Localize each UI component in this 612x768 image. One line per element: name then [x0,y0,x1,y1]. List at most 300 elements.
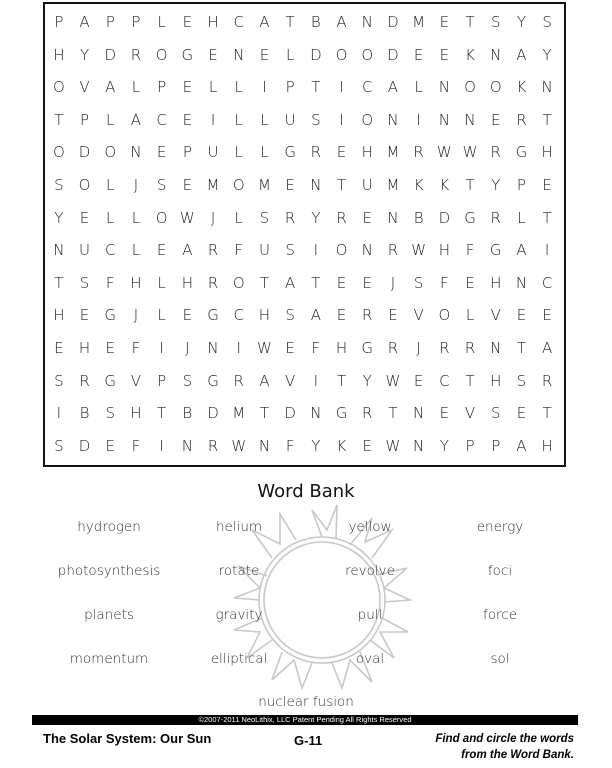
grid-letter: E [156,241,167,260]
grid-letter: R [284,208,296,227]
grid-letter: O [438,306,451,325]
grid-letter: T [285,13,295,31]
grid-letter: N [361,241,373,260]
grid-letter: Y [439,436,449,455]
grid-letter: J [133,176,139,194]
grid-letter: T [259,404,270,423]
copyright-bar: ©2007-2011 NeoLithix, LLC Patent Pending All Rights Reserved [32,715,578,725]
grid-letter: E [413,371,424,390]
grid-letter: D [104,45,117,64]
grid-letter: I [313,241,319,260]
grid-letter: W [385,436,401,455]
grid-letter: J [390,273,396,292]
grid-letter: R [233,371,244,390]
grid-row [45,235,564,268]
grid-letter: O [155,45,168,64]
grid-letter: N [207,339,219,357]
grid-letter: H [78,339,91,357]
grid-letter: A [182,241,193,260]
grid-letter: P [491,436,501,455]
grid-letter: D [78,436,91,455]
grid-letter: W [257,339,272,357]
grid-letter: N [413,436,425,455]
grid-letter: T [336,371,347,390]
grid-letter: V [413,306,424,325]
grid-letter: T [157,404,167,423]
grid-letter: T [336,176,347,194]
grid-letter: L [234,78,243,97]
word-search-grid [43,2,566,467]
grid-letter: N [387,110,399,129]
grid-letter: C [156,110,167,129]
grid-letter: L [157,273,166,292]
grid-letter: O [335,241,348,260]
grid-letter: T [542,404,552,423]
word-bank-item: revolve [345,563,395,579]
grid-letter: J [416,339,421,357]
grid-letter: N [130,143,142,162]
grid-row [45,398,564,431]
word-bank-item: nuclear fusion [258,694,354,710]
grid-letter: P [157,371,167,390]
grid-letter: H [541,143,553,162]
grid-letter: A [130,110,142,129]
grid-letter: F [131,436,141,455]
grid-letter: T [388,404,398,423]
grid-letter: V [79,78,90,97]
grid-letter: S [182,371,193,390]
grid-letter: G [207,306,219,325]
grid-letter: P [465,436,475,455]
grid-letter: E [439,13,450,31]
grid-row [45,137,564,170]
grid-letter: K [439,176,450,194]
grid-letter: L [157,306,166,325]
grid-letter: D [310,45,322,64]
grid-letter: J [185,339,190,357]
grid-letter: I [159,436,164,455]
grid-letter: F [311,339,321,357]
grid-letter: A [310,306,321,325]
grid-letter: W [462,143,478,162]
grid-letter: N [515,273,528,292]
grid-letter: S [79,273,90,292]
grid-letter: L [106,176,115,194]
grid-letter: Y [362,371,372,390]
grid-letter: G [489,241,502,260]
grid-letter: H [53,45,65,64]
grid-letter: H [53,306,65,325]
grid-row [45,40,564,73]
word-bank-item: yellow [348,519,392,535]
grid-letter: R [207,241,219,260]
grid-letter: Y [542,45,552,64]
grid-row [45,203,564,236]
grid-letter: S [54,176,64,194]
grid-letter: R [541,371,553,390]
grid-letter: O [361,110,374,129]
grid-letter: B [182,404,193,423]
word-bank-item: pull [357,607,383,623]
grid-letter: U [207,143,219,162]
grid-letter: E [182,306,193,325]
grid-letter: P [131,13,141,31]
grid-letter: E [439,45,450,64]
grid-letter: S [54,371,64,390]
grid-letter: H [207,13,219,31]
grid-letter: N [490,339,502,357]
grid-letter: N [438,78,450,97]
grid-letter: G [464,208,476,227]
instructions [388,731,574,763]
grid-letter: I [159,339,164,357]
grid-letter: G [335,404,348,423]
grid-letter: D [284,404,296,423]
grid-letter: L [260,143,269,162]
grid-letter: T [54,110,64,129]
grid-letter: H [130,404,142,423]
grid-letter: J [133,306,139,325]
grid-letter: N [413,404,425,423]
grid-letter: R [464,339,476,357]
grid-letter: R [310,143,322,162]
grid-letter: T [54,273,64,292]
grid-letter: E [490,110,501,129]
grid-letter: U [284,110,296,129]
grid-letter: N [387,208,399,227]
grid-row [45,431,564,464]
grid-letter: I [416,110,421,129]
grid-letter: C [361,78,373,97]
grid-letter: F [285,436,295,455]
grid-letter: I [544,241,550,260]
grid-letter: E [54,339,64,357]
grid-letter: E [79,306,90,325]
grid-letter: R [207,436,219,455]
grid-letter: W [179,208,195,227]
worksheet-title: The Solar System: Our Sun [43,731,212,746]
grid-letter: F [440,273,449,292]
grid-letter: I [210,110,216,129]
grid-letter: R [387,241,399,260]
grid-letter: L [131,208,141,227]
grid-letter: S [285,306,295,325]
grid-letter: M [232,404,246,423]
word-bank-item: photosynthesis [57,563,161,579]
grid-letter: L [106,208,115,227]
grid-letter: O [361,45,374,64]
grid-letter: L [157,13,166,31]
grid-letter: F [465,241,475,260]
grid-letter: S [311,110,321,129]
grid-letter: P [54,13,64,31]
grid-letter: F [234,241,244,260]
grid-letter: S [490,404,501,423]
grid-letter: S [259,208,270,227]
grid-letter: N [490,45,502,64]
grid-letter: Y [311,208,321,227]
grid-letter: A [542,339,553,357]
grid-letter: E [259,45,270,64]
grid-letter: E [105,339,115,357]
grid-letter: S [105,404,115,423]
word-bank-item: sol [490,651,510,667]
grid-letter: A [336,13,347,31]
grid-letter: T [311,273,321,292]
grid-letter: N [53,241,65,260]
word-bank-item: energy [476,519,524,535]
grid-letter: A [516,436,527,455]
grid-letter: P [182,143,192,162]
grid-letter: A [516,241,527,260]
grid-letter: L [131,78,141,97]
grid-letter: D [438,208,451,227]
grid-letter: E [413,45,424,64]
word-bank-item: rotate [218,563,260,579]
grid-letter: T [542,110,552,129]
grid-letter: G [361,339,374,357]
grid-letter: L [131,241,141,260]
grid-letter: V [130,371,142,390]
grid-letter: Y [516,13,527,31]
grid-letter: U [79,241,91,260]
word-bank-item: foci [487,563,513,579]
grid-letter: A [259,371,270,390]
grid-letter: B [310,13,321,31]
grid-letter: K [413,176,424,194]
grid-letter: E [516,306,527,325]
grid-letter: R [130,45,142,64]
grid-letter: P [516,176,526,194]
grid-letter: T [542,208,552,227]
grid-letter: R [362,404,373,423]
grid-row [45,72,564,105]
grid-letter: T [311,78,321,97]
grid-letter: B [79,404,90,423]
grid-letter: E [208,45,218,64]
grid-letter: G [515,143,528,162]
grid-letter: U [361,176,373,194]
grid-letter: C [233,306,244,325]
grid-letter: O [232,176,245,194]
grid-letter: E [105,436,115,455]
grid-letter: H [490,371,502,390]
grid-letter: Y [491,176,501,194]
grid-letter: E [362,273,372,292]
grid-letter: R [336,208,347,227]
grid-letter: Y [79,45,90,64]
grid-letter: N [310,404,322,423]
grid-letter: M [412,13,426,31]
grid-letter: G [284,143,296,162]
grid-letter: E [182,110,193,129]
grid-letter: H [490,273,502,292]
grid-letter: E [182,176,193,194]
grid-letter: C [541,273,553,292]
grid-letter: T [259,273,270,292]
grid-letter: A [79,13,90,31]
grid-letter: E [439,404,450,423]
grid-letter: A [259,13,270,31]
instructions-line-2: from the Word Bank. [461,749,574,761]
grid-letter: V [464,404,476,423]
word-bank-item: momentum [69,651,149,667]
grid-letter: G [207,371,219,390]
grid-letter: I [262,78,267,97]
grid-row [45,333,564,366]
grid-letter: E [336,143,347,162]
grid-letter: P [80,110,90,129]
grid-letter: L [285,45,295,64]
grid-letter: E [285,176,295,194]
grid-letter: O [52,78,65,97]
grid-letter: L [414,78,423,97]
grid-letter: T [465,13,475,31]
grid-letter: G [104,306,117,325]
grid-letter: F [131,339,141,357]
grid-letter: N [464,110,476,129]
grid-letter: D [387,13,399,31]
grid-letter: W [231,436,247,455]
instructions-line-1: Find and circle the words [435,733,574,745]
grid-letter: I [339,110,344,129]
grid-letter: N [361,13,373,31]
grid-letter: A [105,78,116,97]
word-bank-item: hydrogen [77,519,141,535]
grid-row [45,268,564,301]
grid-letter: T [516,339,527,357]
grid-letter: K [465,45,475,64]
grid-letter: S [490,13,501,31]
grid-letter: E [336,273,347,292]
word-bank-item: force [483,607,517,623]
grid-letter: E [336,306,347,325]
grid-letter: C [439,371,450,390]
grid-letter: D [387,45,399,64]
grid-letter: G [104,371,117,390]
grid-letter: M [257,176,271,194]
grid-letter: T [465,371,475,390]
grid-letter: S [542,13,552,31]
grid-letter: H [438,241,450,260]
grid-letter: H [335,339,348,357]
grid-letter: W [385,371,401,390]
grid-row [45,170,564,203]
grid-letter: L [260,110,269,129]
grid-letter: V [285,371,296,390]
grid-letter: N [181,436,193,455]
grid-letter: E [182,13,193,31]
grid-letter: I [56,404,62,423]
grid-letter: S [54,436,64,455]
grid-letter: P [157,78,167,97]
grid-letter: S [156,176,167,194]
grid-letter: N [258,436,271,455]
grid-letter: N [310,176,322,194]
grid-letter: I [236,339,241,357]
grid-letter: O [464,78,476,97]
grid-letter: K [336,436,347,455]
grid-letter: R [207,273,219,292]
grid-row [45,105,564,138]
grid-letter: R [79,371,90,390]
grid-letter: R [490,208,501,227]
grid-letter: H [361,143,373,162]
grid-letter: I [339,78,344,97]
grid-letter: E [156,143,167,162]
grid-letter: E [465,273,475,292]
grid-letter: C [104,241,116,260]
grid-letter: L [234,143,243,162]
grid-letter: O [52,143,65,162]
grid-letter: K [516,78,527,97]
grid-letter: P [105,13,115,31]
grid-letter: E [362,208,372,227]
grid-letter: N [438,110,450,129]
grid-letter: S [516,371,527,390]
grid-letter: E [79,208,90,227]
grid-letter: V [490,306,501,325]
grid-letter: H [258,306,271,325]
grid-letter: O [335,45,348,64]
grid-letter: L [234,208,243,227]
grid-letter: W [411,241,427,260]
grid-letter: O [78,176,91,194]
grid-letter: O [155,208,168,227]
grid-letter: N [541,78,553,97]
grid-letter: R [439,339,450,357]
grid-letter: Y [311,436,321,455]
grid-letter: I [313,371,319,390]
grid-letter: R [413,143,424,162]
word-bank-title: Word Bank [257,481,355,502]
grid-letter: R [490,143,501,162]
grid-row [45,366,564,399]
grid-letter: E [285,339,295,357]
grid-letter: D [78,143,91,162]
grid-letter: A [285,273,296,292]
grid-letter: R [516,110,527,129]
grid-letter: A [516,45,527,64]
page-code: G-11 [294,733,323,748]
word-bank-item: elliptical [210,651,268,667]
grid-letter: R [387,339,399,357]
grid-letter: O [104,143,117,162]
grid-letter: Y [54,208,64,227]
grid-letter: S [285,241,295,260]
grid-letter: U [258,241,270,260]
grid-letter: S [413,273,424,292]
grid-letter: L [234,110,243,129]
grid-letter: O [232,273,245,292]
grid-letter: L [208,78,218,97]
grid-letter: T [465,176,475,194]
grid-letter: G [181,45,194,64]
grid-letter: O [489,78,502,97]
grid-letter: M [206,176,220,194]
word-bank-item: helium [215,519,263,535]
grid-letter: J [210,208,216,227]
grid-letter: L [517,208,526,227]
grid-letter: M [386,143,400,162]
grid-letter: E [516,404,527,423]
word-bank-item: gravity [215,607,263,623]
grid-letter: E [542,306,552,325]
grid-letter: E [362,436,372,455]
grid-letter: H [130,273,142,292]
grid-letter: F [105,273,115,292]
grid-letter: B [413,208,424,227]
